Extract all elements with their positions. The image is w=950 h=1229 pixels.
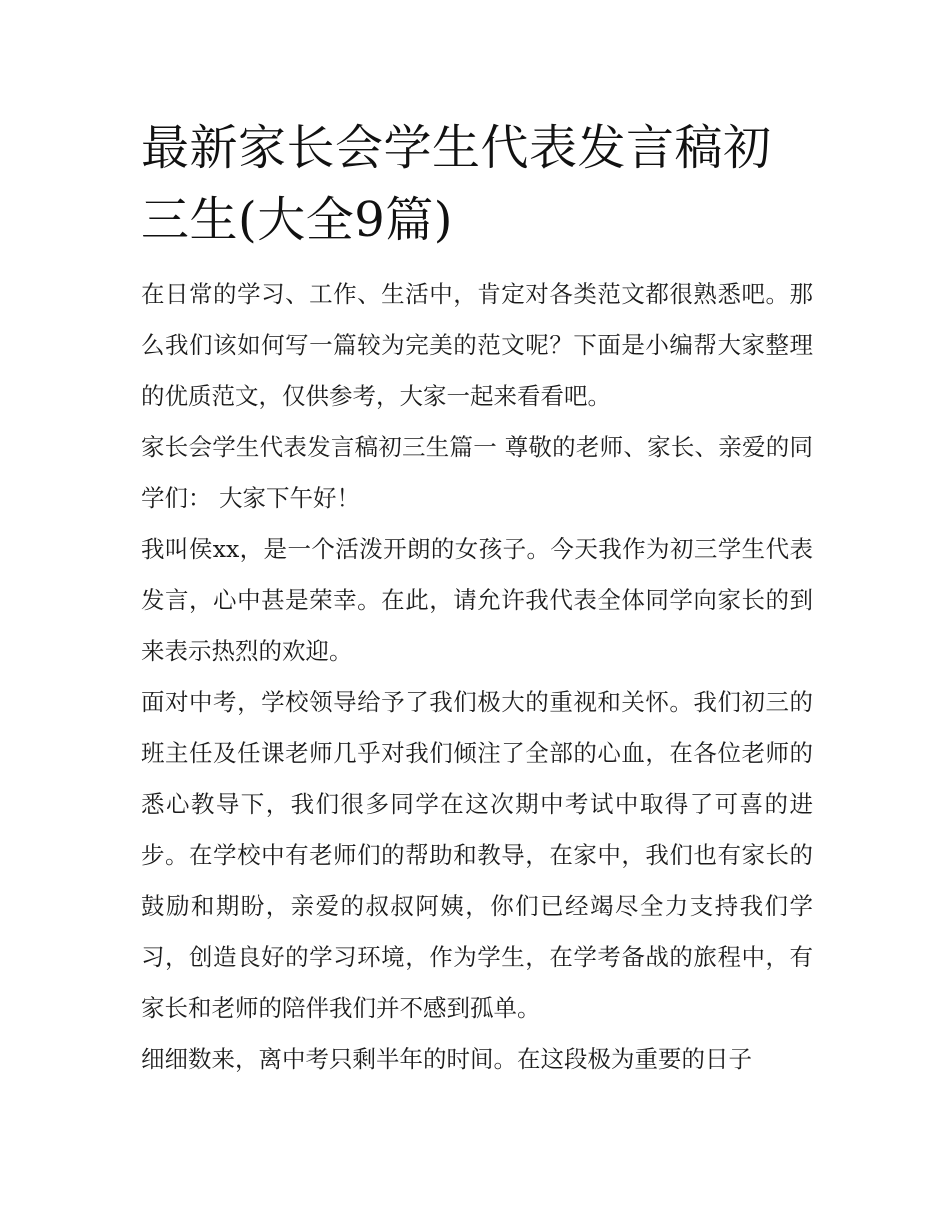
document-body (141, 112, 813, 1085)
closing-paragraph: 细细数来，离中考只剩半年的时间。在这段极为重要的日子 (141, 1045, 752, 1073)
gratitude-paragraph: 面对中考，学校领导给予了我们极大的重视和关怀。我们初三的班主任及任课老师几乎对我们倾注了全部的心血，在各位老师的悉心教导下，我们很多同学在这次期中考试中取得了可喜的进步。在学校中有老师们的帮助和教导，在家中，我们也有家长的鼓励和期盼，亲爱的叔叔阿姨，你们已经竭尽全力支持我们学习，创造良好的学习环境，作为学生，在学考备战的旅程中，有家长和老师的陪伴我们并不感到孤单。 (141, 688, 813, 1022)
document-title: 最新家长会学生代表发言稿初三生(大全9篇) (141, 120, 772, 248)
greeting-paragraph: 家长会学生代表发言稿初三生篇一 尊敬的老师、家长、亲爱的同学们： 大家下午好！ (141, 433, 813, 512)
self-introduction-paragraph: 我叫侯xx，是一个活泼开朗的女孩子。今天我作为初三学生代表发言，心中甚是荣幸。在此，请允许我代表全体同学向家长的到来表示热烈的欢迎。 (141, 535, 813, 665)
intro-paragraph: 在日常的学习、工作、生活中，肯定对各类范文都很熟悉吧。那么我们该如何写一篇较为完美的范文呢？下面是小编帮大家整理的优质范文，仅供参考，大家一起来看看吧。 (141, 280, 813, 410)
